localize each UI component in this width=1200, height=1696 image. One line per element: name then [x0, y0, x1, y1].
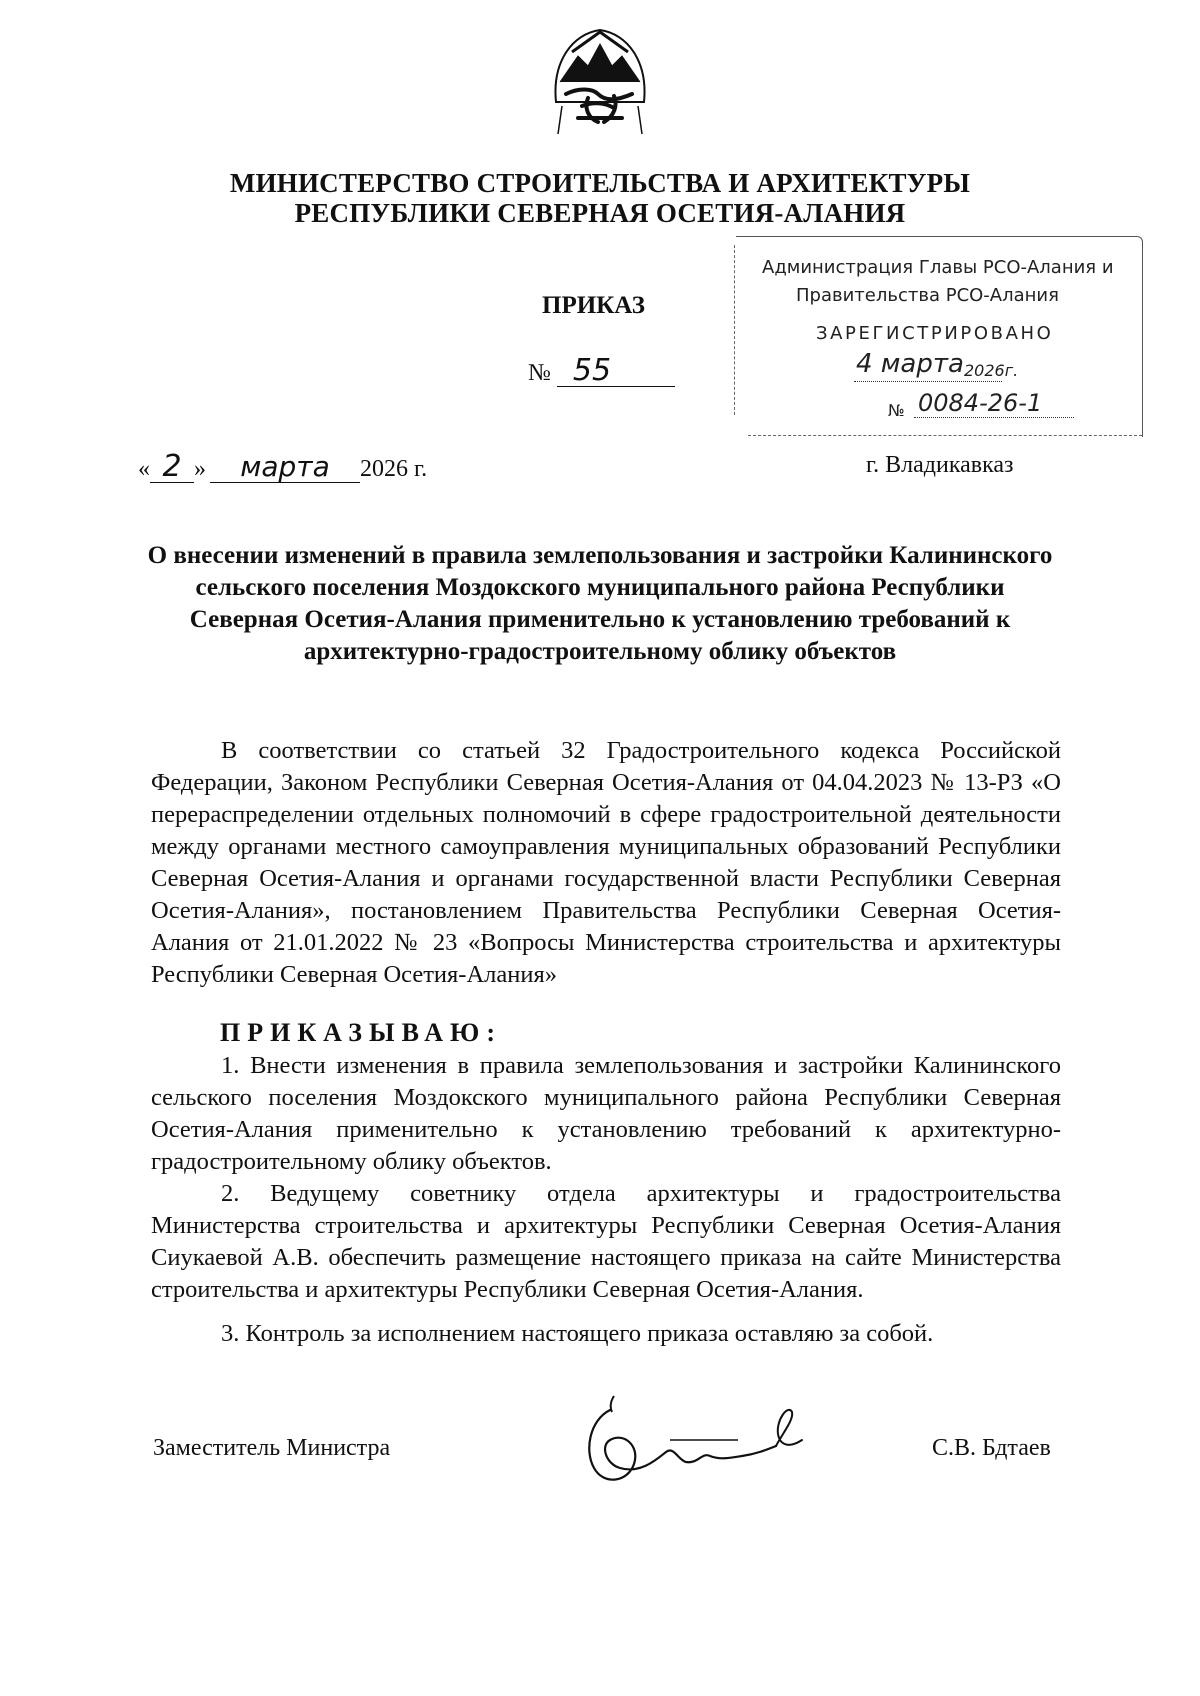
stamp-number-label: №: [888, 401, 905, 420]
stamp-authority-line1: Администрация Главы РСО-Алания и: [762, 257, 1114, 278]
stamp-date-handwritten: 4 марта: [856, 349, 964, 379]
order-number-label: №: [528, 360, 551, 386]
date-day-handwritten: 2: [150, 452, 194, 483]
ministry-name-line1: МИНИСТЕРСТВО СТРОИТЕЛЬСТВА И АРХИТЕКТУРЫ: [229, 168, 971, 198]
stamp-border-bottom: [748, 435, 1142, 436]
date-open-quote: «: [138, 456, 150, 482]
city-name: г. Владикавказ: [866, 452, 1014, 478]
order-date-row: [138, 449, 428, 484]
registration-stamp: [736, 236, 1143, 437]
handwritten-signature: [570, 1390, 820, 1500]
stamp-number-underline: [914, 417, 1074, 418]
order-number-row: [528, 353, 675, 388]
document-type-title: ПРИКАЗ: [542, 292, 645, 319]
order-heading: О внесении изменений в правила землепользования и застройки Калининского сельского поселения Моздокского муниципального района Республики Северная Осетия-Алания применительно к установлению требований к архитектурно-градостроительному облику объектов: [147, 542, 1053, 665]
signatory-position: Заместитель Министра: [153, 1435, 391, 1461]
stamp-registered-label: ЗАРЕГИСТРИРОВАНО: [816, 323, 1054, 344]
date-month-handwritten: марта: [210, 452, 360, 483]
stamp-border-left: [734, 245, 735, 415]
date-close-quote: »: [194, 456, 206, 482]
stamp-date-underline: [854, 381, 1002, 382]
signatory-name: С.В. Бдтаев: [932, 1435, 1051, 1461]
stamp-authority-line2: Правительства РСО-Алания: [796, 285, 1059, 306]
stamp-number-handwritten: 0084-26-1: [918, 389, 1043, 417]
ministry-name-line2: РЕСПУБЛИКИ СЕВЕРНАЯ ОСЕТИЯ-АЛАНИЯ: [294, 198, 906, 228]
date-year: 2026 г.: [360, 456, 428, 482]
order-item-1: 1. Внести изменения в правила землепользования и застройки Калининского сельского поселения Моздокского муниципального района Республики Северная Осетия-Алания применительно к установлению требований к архитектурно-градостроительному облику объектов.: [151, 1052, 1061, 1175]
coat-of-arms-emblem: [548, 22, 652, 140]
order-item-3: 3. Контроль за исполнением настоящего приказа оставляю за собой.: [221, 1320, 934, 1347]
order-item-2: 2. Ведущему советнику отдела архитектуры и градостроительства Министерства строительства и архитектуры Республики Северная Осетия-Алания Сиукаевой А.В. обеспечить размещение настоящего приказа на сайте Министерства строительства и архитектуры Республики Северная Осетия-Алания.: [151, 1180, 1061, 1303]
order-command-word: ПРИКАЗЫВАЮ:: [220, 1018, 502, 1047]
order-preamble: В соответствии со статьей 32 Градостроительного кодекса Российской Федерации, Законом Республики Северная Осетия-Алания от 04.04.2023 № 13-РЗ «О перераспределении отдельных полномочий в сфере градостроительной деятельности между органами местного самоуправления муниципальных образований Республики Северная Осетия-Алания и органами государственной власти Республики Северная Осетия-Алания», постановлением Правительства Республики Северная Осетия-Алания от 21.01.2022 № 23 «Вопросы Министерства строительства и архитектуры Республики Северная Осетия-Алания»: [151, 737, 1061, 988]
order-number-handwritten: 55: [557, 356, 675, 387]
stamp-year: 2026г.: [964, 361, 1019, 380]
